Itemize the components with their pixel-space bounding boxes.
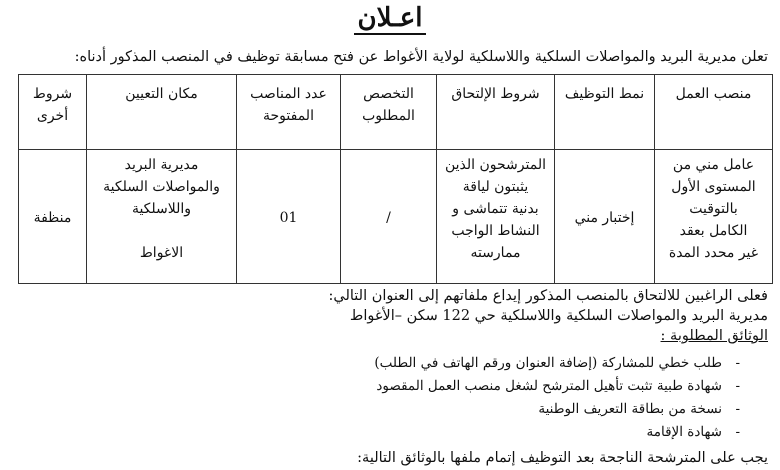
documents-heading: الوثائق المطلوبة :	[660, 328, 768, 344]
page-title: اعـلان	[0, 2, 780, 34]
cell-specialty: /	[341, 150, 437, 284]
cell-job-title: عامل مني من المستوى الأول بالتوقيت الكامل بعقد غير محدد المدة	[655, 150, 773, 284]
list-item: - طلب خطي للمشاركة (إضافة العنوان ورقم الهاتف في الطلب)	[374, 352, 722, 375]
table-row	[19, 150, 773, 284]
list-item: - شهادة الإقامة	[374, 421, 722, 444]
cell-other-conditions: منظفة	[19, 150, 87, 284]
header-job-title: منصب العمل	[655, 75, 773, 150]
header-recruitment-mode: نمط التوظيف	[555, 75, 655, 150]
apply-instruction: فعلى الراغبين للالتحاق بالمنصب المذكور إيداع ملفاتهم إلى العنوان التالي:	[328, 288, 768, 304]
documents-list	[374, 352, 740, 444]
address-line: مديرية البريد والمواصلات السلكية واللاسلكية حي 122 سكن –الأغواط	[349, 308, 768, 324]
header-assignment-place: مكان التعيين	[87, 75, 237, 150]
job-table	[18, 74, 773, 284]
cell-assignment-place: مديرية البريد والمواصلات السلكية واللاسلكية الاغواط	[87, 150, 237, 284]
cell-open-positions: 01	[237, 150, 341, 284]
table-header-row	[19, 75, 773, 150]
cell-recruitment-mode: إختبار مني	[555, 150, 655, 284]
header-specialty: التخصص المطلوب	[341, 75, 437, 150]
header-open-positions: عدد المناصب المفتوحة	[237, 75, 341, 150]
footer-instruction: يجب على المترشحة الناجحة بعد التوظيف إتمام ملفها بالوثائق التالية:	[357, 450, 768, 466]
header-other-conditions: شروط أخرى	[19, 75, 87, 150]
cell-admission-conditions: المترشحون الذين يثبتون لياقة بدنية تتماشى و النشاط الواجب ممارسته	[437, 150, 555, 284]
header-admission-conditions: شروط الإلتحاق	[437, 75, 555, 150]
list-item: - نسخة من بطاقة التعريف الوطنية	[374, 398, 722, 421]
intro-text: تعلن مديرية البريد والمواصلات السلكية واللاسلكية لولاية الأغواط عن فتح مسابقة توظيف في المنصب المذكور أدناه:	[74, 49, 768, 65]
list-item: - شهادة طبية تثبت تأهيل المترشح لشغل منصب العمل المقصود	[374, 375, 722, 398]
